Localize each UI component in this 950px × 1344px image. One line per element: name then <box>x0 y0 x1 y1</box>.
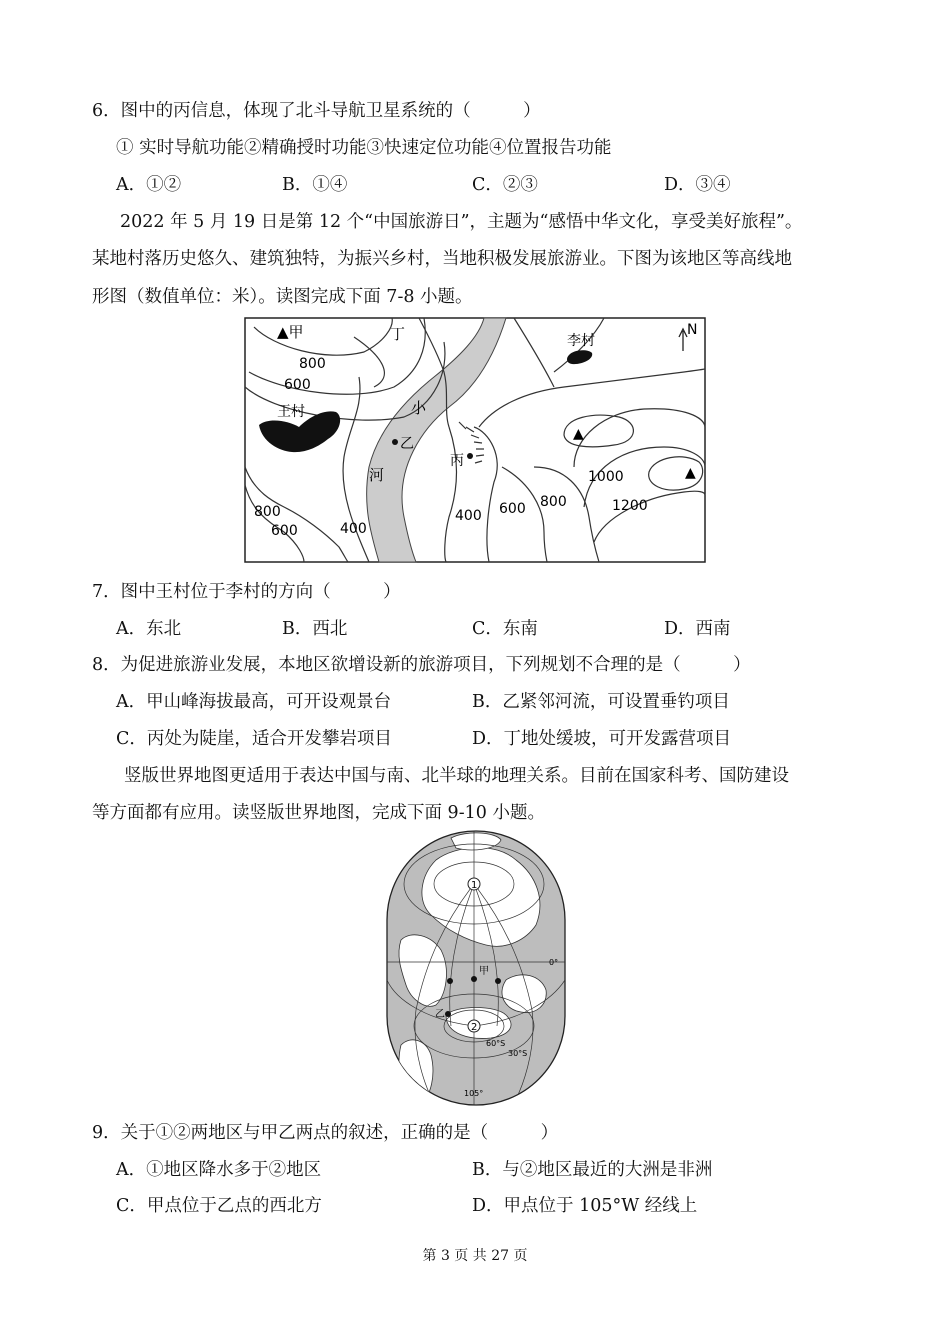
peak-marker-1: ▲ <box>573 426 584 442</box>
contour-1000: 1000 <box>588 469 624 485</box>
label-river-he: 河 <box>369 466 385 484</box>
label-north: N <box>687 322 698 338</box>
point-yi <box>445 1011 451 1017</box>
label-yi: 乙 <box>435 1009 445 1020</box>
australia-landmass <box>502 975 546 1013</box>
q8-option-d[interactable]: D．丁地处缓坡，可开发露营项目 <box>472 729 732 749</box>
q6-option-d[interactable]: D．③④ <box>664 175 731 195</box>
south-america-landmass <box>399 1040 433 1105</box>
intro78-line1: 2022 年 5 月 19 日是第 12 个“中国旅游日”，主题为“感悟中华文化，享受美好旅程”。 <box>120 212 803 232</box>
q6-option-b[interactable]: B．①④ <box>282 175 348 195</box>
q8-option-b[interactable]: B．乙紧邻河流，可设置垂钓项目 <box>472 692 730 712</box>
q6-stem: 6．图中的丙信息，体现了北斗导航卫星系统的（ ） <box>92 101 541 121</box>
contour-400-b: 400 <box>455 508 482 524</box>
label-circle1: 1 <box>471 880 478 891</box>
q6-option-c[interactable]: C．②③ <box>472 175 538 195</box>
contour-800-b: 800 <box>254 504 281 520</box>
contour-800-c: 800 <box>540 494 567 510</box>
contour-1200: 1200 <box>612 498 648 514</box>
label-jia: ▲甲 <box>277 323 304 341</box>
peak-marker-2: ▲ <box>685 465 696 481</box>
intro78-line3: 形图（数值单位：米）。读图完成下面 7-8 小题。 <box>92 287 473 307</box>
q8-option-a[interactable]: A．甲山峰海拔最高，可开设观景台 <box>116 692 392 712</box>
q9-option-a[interactable]: A．①地区降水多于②地区 <box>116 1160 322 1180</box>
contour-600-b: 600 <box>271 523 298 539</box>
page-footer: 第 3 页 共 27 页 <box>422 1248 528 1264</box>
point-yi <box>392 439 398 445</box>
label-105: 105° <box>464 1089 484 1098</box>
label-bing: 丙 <box>450 453 464 469</box>
contour-400-a: 400 <box>340 521 367 537</box>
intro910-line2: 等方面都有应用。读竖版世界地图，完成下面 9-10 小题。 <box>92 803 545 823</box>
q9-stem: 9．关于①②两地区与甲乙两点的叙述，正确的是（ ） <box>92 1123 559 1143</box>
contour-600-c: 600 <box>499 501 526 517</box>
label-river-xiao: 小 <box>411 399 427 417</box>
q6-items: ① 实时导航功能②精确授时功能③快速定位功能④位置报告功能 <box>116 138 612 158</box>
label-ding: 丁 <box>390 325 406 343</box>
q7-stem: 7．图中王村位于李村的方向（ ） <box>92 582 401 602</box>
label-60s: 60°S <box>486 1039 506 1048</box>
label-zero: 0° <box>549 958 559 967</box>
q7-option-a[interactable]: A．东北 <box>116 619 182 639</box>
label-jia: 甲 <box>479 966 489 977</box>
point-bing <box>467 453 473 459</box>
q9-option-b[interactable]: B．与②地区最近的大洲是非洲 <box>472 1160 713 1180</box>
q7-option-b[interactable]: B．西北 <box>282 619 348 639</box>
contour-800-a: 800 <box>299 356 326 372</box>
label-wang-village: 王村 <box>277 404 305 420</box>
intro910-line1: 竖版世界地图更适用于表达中国与南、北半球的地理关系。目前在国家科考、国防建设 <box>124 766 789 786</box>
label-30s: 30°S <box>508 1049 528 1058</box>
q7-option-c[interactable]: C．东南 <box>472 619 538 639</box>
intro78-line2: 某地村落历史悠久、建筑独特，为振兴乡村，当地积极发展旅游业。下图为该地区等高线地 <box>92 249 792 269</box>
q6-option-a[interactable]: A．①② <box>116 175 182 195</box>
contour-600-a: 600 <box>284 377 311 393</box>
label-circle2: 2 <box>471 1022 478 1033</box>
label-li-village: 李村 <box>567 333 595 349</box>
point-3 <box>495 978 501 984</box>
q7-option-d[interactable]: D．西南 <box>664 619 731 639</box>
q9-option-c[interactable]: C．甲点位于乙点的西北方 <box>116 1196 322 1216</box>
q9-option-d[interactable]: D．甲点位于 105°W 经线上 <box>472 1196 698 1216</box>
label-yi: 乙 <box>400 436 414 452</box>
q8-stem: 8．为促进旅游业发展，本地区欲增设新的旅游项目，下列规划不合理的是（ ） <box>92 655 751 675</box>
point-jia <box>471 976 477 982</box>
point-1 <box>447 978 453 984</box>
world-map-figure <box>386 830 566 1111</box>
contour-map-figure <box>244 317 706 568</box>
q8-option-c[interactable]: C．丙处为陡崖，适合开发攀岩项目 <box>116 729 392 749</box>
